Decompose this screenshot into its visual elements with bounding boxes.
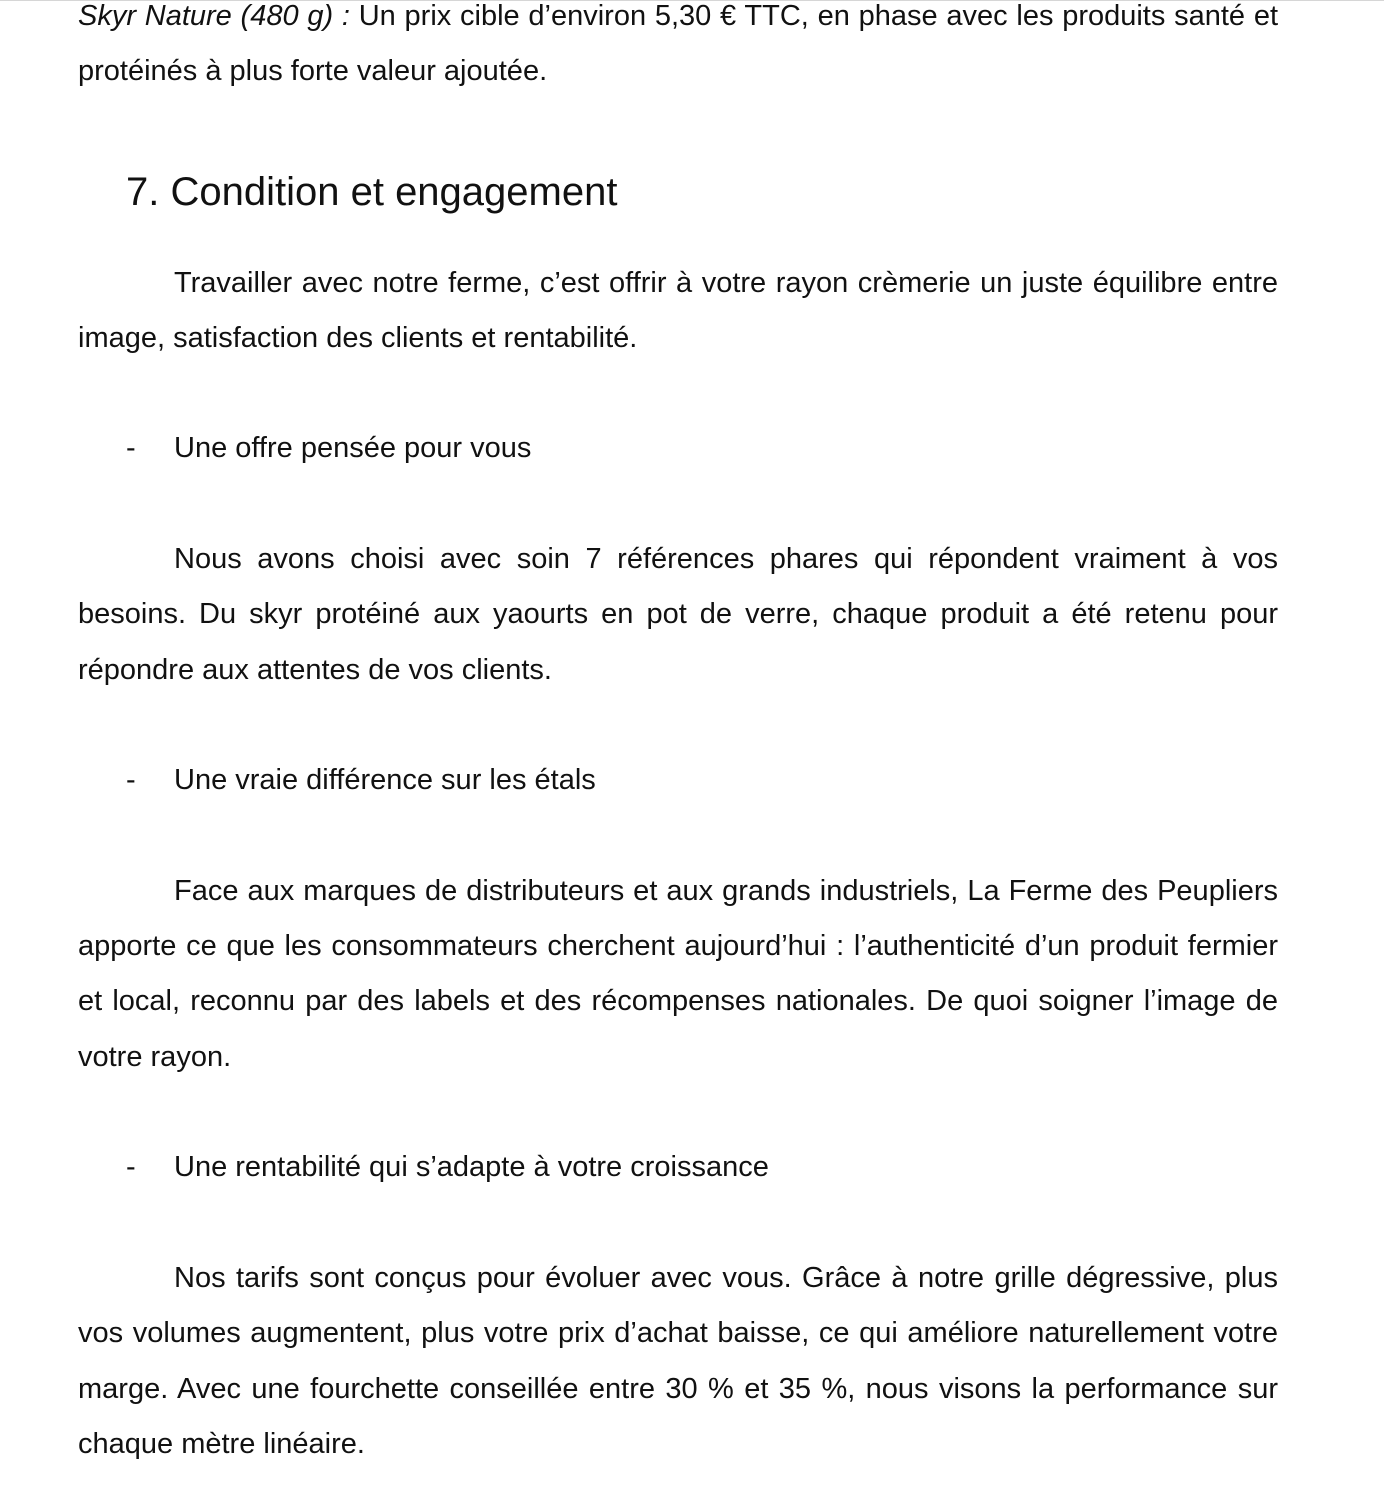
bullet-body-offer: Nous avons choisi avec soin 7 références phares qui répondent vraiment à vos besoins. Du skyr protéiné aux yaourts en pot de verre, chaque produit a été retenu pour répondre aux attentes de vos clients. bbox=[78, 543, 1278, 686]
section-intro-paragraph: Travailler avec notre ferme, c’est offrir à votre rayon crèmerie un juste équilibre entre image, satisfaction des clients et rentabilité. bbox=[78, 266, 1278, 354]
bullet-item-offer bbox=[78, 421, 1278, 476]
bullet-body-profitability: Nos tarifs sont conçus pour évoluer avec vous. Grâce à notre grille dégressive, plus vos volumes augmentent, plus votre prix d’achat baisse, ce qui améliore naturellement votre marge. Avec une fourchette conseillée entre 30 % et 35 %, nous visons la performance sur chaque mètre linéaire. bbox=[78, 1261, 1278, 1460]
bullet-title: Une offre pensée pour vous bbox=[174, 432, 532, 465]
bullet-title: Une vraie différence sur les étals bbox=[174, 764, 596, 797]
document-page bbox=[78, 0, 1278, 1472]
bullet-dash: - bbox=[126, 432, 136, 465]
bullet-title: Une rentabilité qui s’adapte à votre croissance bbox=[174, 1151, 769, 1184]
intro-text: Un prix cible d’environ 5,30 € TTC, en phase avec les produits santé et protéinés à plus forte valeur ajoutée. bbox=[78, 0, 1278, 88]
section-heading: 7. Condition et engagement bbox=[126, 169, 618, 214]
bullet-dash: - bbox=[126, 1151, 136, 1184]
bullet-item-profitability bbox=[78, 1140, 1278, 1195]
bullet-dash: - bbox=[126, 764, 136, 797]
bullet-body-difference: Face aux marques de distributeurs et aux grands industriels, La Ferme des Peupliers apporte ce que les consommateurs cherchent aujourd’hui : l’authenticité d’un produit fermier et local, reconnu par des labels et des récompenses nationales. De quoi soigner l’image de votre rayon. bbox=[78, 874, 1278, 1073]
product-name: Skyr Nature (480 g) : bbox=[78, 0, 350, 32]
intro-paragraph bbox=[78, 0, 1278, 100]
bullet-item-difference bbox=[78, 753, 1278, 808]
